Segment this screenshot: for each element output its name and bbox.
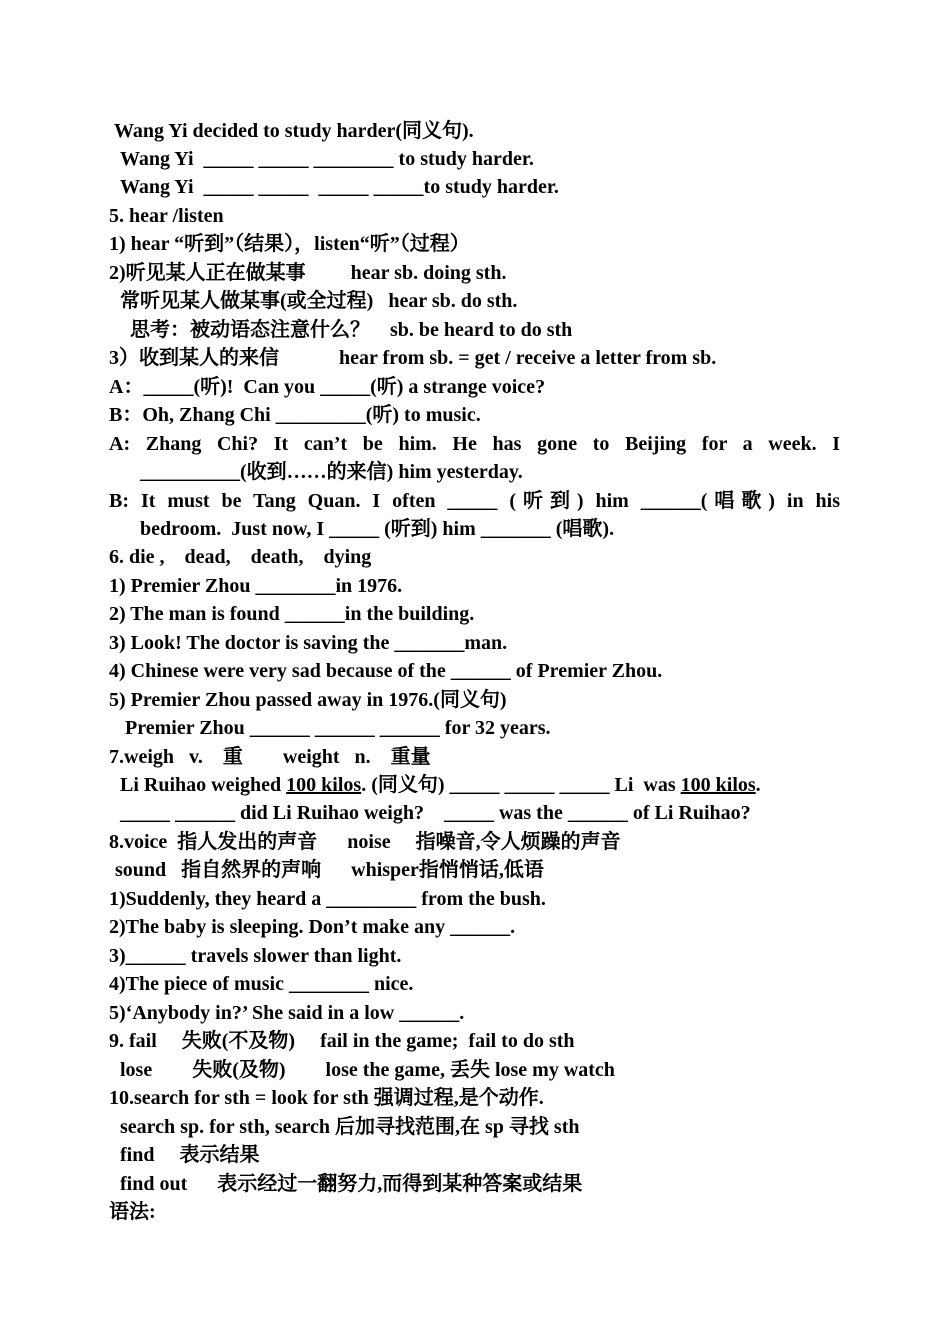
section-8-item-4: 4)The piece of music ________ nice. (109, 973, 414, 995)
section-5-point-2b: 常听见某人做某事(或全过程) hear sb. do sth. (120, 290, 518, 312)
section-8-item-1: 1)Suddenly, they heard a _________ from the bush. (109, 888, 546, 910)
section-6-item-3: 3) Look! The doctor is saving the _______man. (109, 632, 508, 654)
section-10-find: find 表示结果 (120, 1144, 260, 1166)
section-7-text-c: . (同义句) _____ _____ _____ Li was (361, 774, 681, 796)
section-5-think: 思考：被动语态注意什么？ sb. be heard to do sth (130, 319, 573, 341)
section-8-definitions: sound 指自然界的声响 whisper指悄悄话,低语 (115, 859, 544, 881)
section-7-heading: 7.weigh v. 重 weight n. 重量 (109, 746, 431, 768)
section-7-text-e: . (755, 774, 761, 796)
dialogue-line-b1: B：Oh, Zhang Chi _________(听) to music. (109, 404, 481, 426)
section-9-lose: lose 失败(及物) lose the game, 丢失 lose my watch (120, 1059, 615, 1081)
section-5-heading: 5. hear /listen (109, 205, 224, 227)
rewrite-answer-1: Wang Yi _____ _____ ________ to study harder. (120, 148, 534, 170)
section-5-point-3: 3）收到某人的来信 hear from sb. = get / receive a letter from sb. (109, 347, 717, 369)
section-6-item-2: 2) The man is found ______in the building. (109, 603, 475, 625)
section-8-item-5: 5)‘Anybody in?’ She said in a low ______. (109, 1002, 465, 1024)
grammar-heading: 语法: (109, 1201, 156, 1223)
section-6-item-1: 1) Premier Zhou ________in 1976. (109, 575, 403, 597)
rewrite-prompt: Wang Yi decided to study harder(同义句). (114, 120, 474, 142)
section-10-search: search sp. for sth, search 后加寻找范围,在 sp 寻找 sth (120, 1116, 580, 1138)
section-6-heading: 6. die , dead, death, dying (109, 546, 372, 568)
section-8-item-2: 2)The baby is sleeping. Don’t make any ______. (109, 916, 516, 938)
section-8-item-3: 3)______ travels slower than light. (109, 945, 402, 967)
section-10-find-out: find out 表示经过一翻努力,而得到某种答案或结果 (120, 1173, 583, 1195)
section-5-point-2: 2)听见某人正在做某事 hear sb. doing sth. (109, 262, 507, 284)
section-9-heading: 9. fail 失败(不及物) fail in the game; fail to do sth (109, 1030, 575, 1052)
dialogue-line-a1: A：_____(听)! Can you _____(听) a strange voice? (109, 376, 546, 398)
dialogue-line-b2: B: It must be Tang Quan. I often _____ (听到) him ______(唱歌) in his (109, 490, 840, 512)
rewrite-answer-2: Wang Yi _____ _____ _____ _____to study harder. (120, 176, 559, 198)
section-6-item-4: 4) Chinese were very sad because of the ______ of Premier Zhou. (109, 660, 663, 682)
dialogue-line-a2-cont: __________(收到……的来信) him yesterday. (140, 461, 523, 483)
section-6-item-5: 5) Premier Zhou passed away in 1976.(同义句) (109, 689, 507, 711)
section-7-underlined-1: 100 kilos (286, 774, 362, 796)
section-7-questions: _____ ______ did Li Ruihao weigh? _____ was the ______ of Li Ruihao? (120, 802, 751, 824)
section-10-heading: 10.search for sth = look for sth 强调过程,是个动作. (109, 1087, 544, 1109)
section-5-point-1: 1) hear “听到”（结果），listen“听”（过程） (109, 233, 470, 255)
section-7-underlined-2: 100 kilos (680, 774, 756, 796)
section-7-sentence (120, 771, 761, 799)
section-6-item-5-answer: Premier Zhou ______ ______ ______ for 32 years. (125, 717, 551, 739)
dialogue-line-b2-cont: bedroom. Just now, I _____ (听到) him _______ (唱歌). (140, 518, 615, 540)
dialogue-line-a2: A: Zhang Chi? It can’t be him. He has gone to Beijing for a week. I (109, 433, 840, 455)
section-7-text-a: Li Ruihao weighed (120, 774, 287, 796)
section-8-heading: 8.voice 指人发出的声音 noise 指噪音,令人烦躁的声音 (109, 831, 621, 853)
